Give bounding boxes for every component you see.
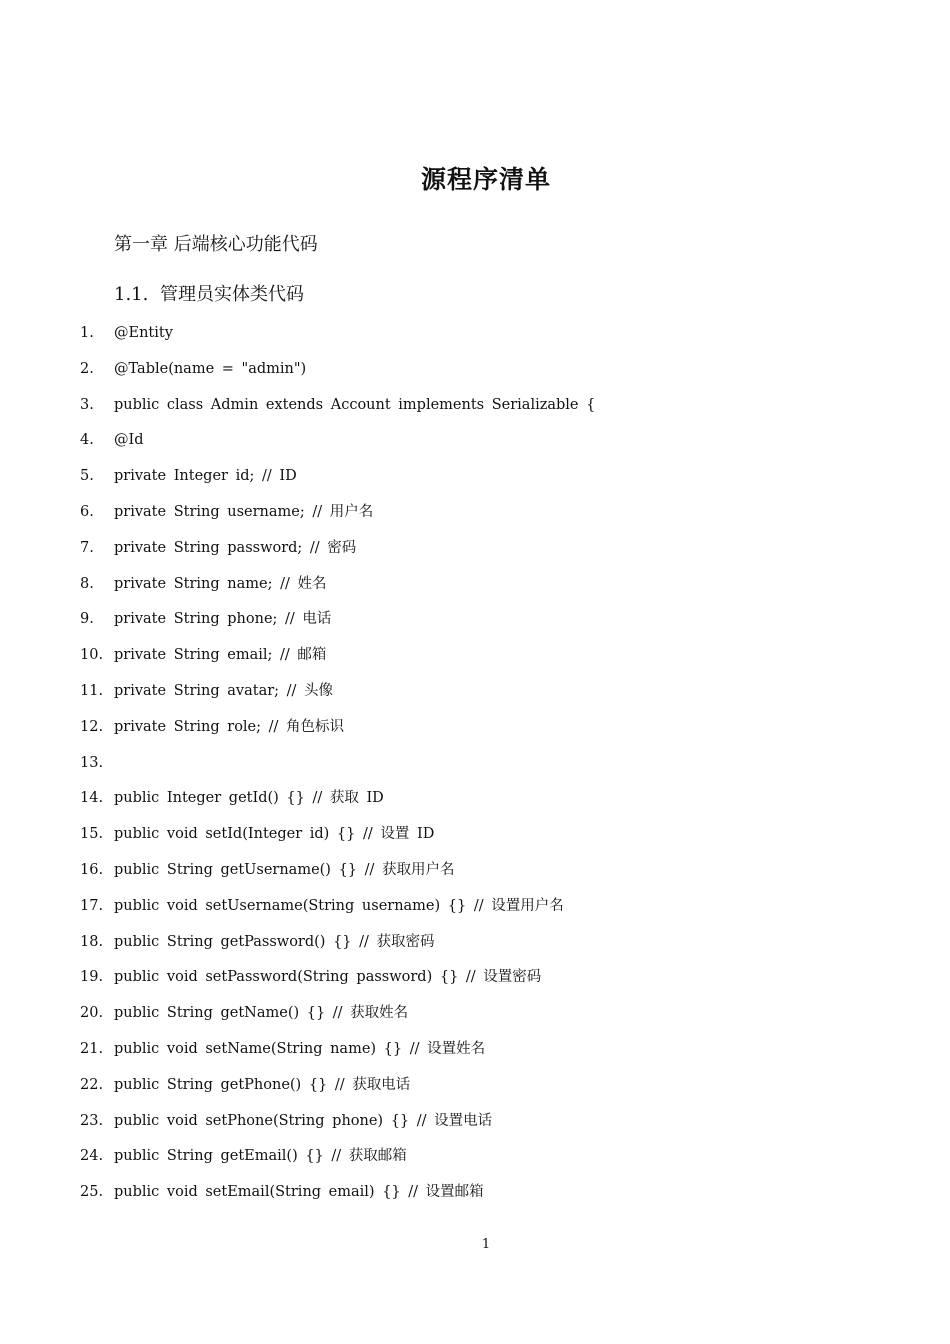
code-text: public String getPassword() {} // 获取密码 xyxy=(114,933,435,950)
code-text: public void setName(String name) {} // 设置姓名 xyxy=(114,1040,486,1057)
line-number: 15. xyxy=(80,826,104,843)
section-number: 1.1. xyxy=(114,284,149,305)
code-text: private String phone; // 电话 xyxy=(114,611,332,628)
document-title: 源程序清单 xyxy=(420,165,551,194)
code-text: public void setId(Integer id) {} // 设置 ID xyxy=(114,826,435,843)
code-text: private String username; // 用户名 xyxy=(114,503,374,520)
line-number: 8. xyxy=(80,575,94,592)
line-number: 22. xyxy=(80,1076,104,1093)
code-text: private String password; // 密码 xyxy=(114,539,357,556)
line-number: 25. xyxy=(80,1184,104,1201)
code-text: public String getUsername() {} // 获取用户名 xyxy=(114,861,455,878)
code-text: @Id xyxy=(114,432,144,449)
code-text: private String role; // 角色标识 xyxy=(114,718,345,735)
section-heading xyxy=(114,280,304,306)
code-text: private String avatar; // 头像 xyxy=(114,682,334,699)
code-text: public void setEmail(String email) {} // 设置邮箱 xyxy=(114,1184,484,1201)
code-text: public class Admin extends Account implements Serializable { xyxy=(114,396,596,413)
line-number: 18. xyxy=(80,933,104,950)
line-number: 5. xyxy=(80,468,94,485)
chapter-heading: 第一章 后端核心功能代码 xyxy=(114,234,318,255)
line-number: 7. xyxy=(80,539,94,556)
line-number: 12. xyxy=(80,718,104,735)
line-number: 3. xyxy=(80,396,94,413)
line-number: 4. xyxy=(80,432,94,449)
line-number: 2. xyxy=(80,360,94,377)
code-text: public String getPhone() {} // 获取电话 xyxy=(114,1076,411,1093)
line-number: 20. xyxy=(80,1005,104,1022)
section-title: 管理员实体类代码 xyxy=(160,284,304,305)
code-text: @Table(name = "admin") xyxy=(114,360,307,377)
line-number: 10. xyxy=(80,647,104,664)
page-number: 1 xyxy=(481,1237,491,1252)
line-number: 13. xyxy=(80,754,104,771)
line-number: 1. xyxy=(80,325,94,341)
code-text: public String getEmail() {} // 获取邮箱 xyxy=(114,1148,407,1165)
code-text: public void setPhone(String phone) {} // 设置电话 xyxy=(114,1112,493,1129)
line-number: 24. xyxy=(80,1148,104,1165)
line-number: 14. xyxy=(80,790,104,807)
line-number: 11. xyxy=(80,682,104,699)
code-text: private String email; // 邮箱 xyxy=(114,647,327,664)
code-text: public String getName() {} // 获取姓名 xyxy=(114,1005,409,1022)
line-number: 16. xyxy=(80,861,104,878)
line-number: 6. xyxy=(80,503,94,520)
line-number: 17. xyxy=(80,897,104,914)
code-text: private String name; // 姓名 xyxy=(114,575,327,592)
code-text: public void setPassword(String password) {} // 设置密码 xyxy=(114,969,542,986)
line-number: 21. xyxy=(80,1040,104,1057)
code-text: public Integer getId() {} // 获取 ID xyxy=(114,790,384,807)
code-text: private Integer id; // ID xyxy=(114,468,297,485)
line-number: 23. xyxy=(80,1112,104,1129)
code-text: @Entity xyxy=(114,325,173,341)
line-number: 9. xyxy=(80,611,94,628)
line-number: 19. xyxy=(80,969,104,986)
code-text: public void setUsername(String username) {} // 设置用户名 xyxy=(114,897,564,914)
